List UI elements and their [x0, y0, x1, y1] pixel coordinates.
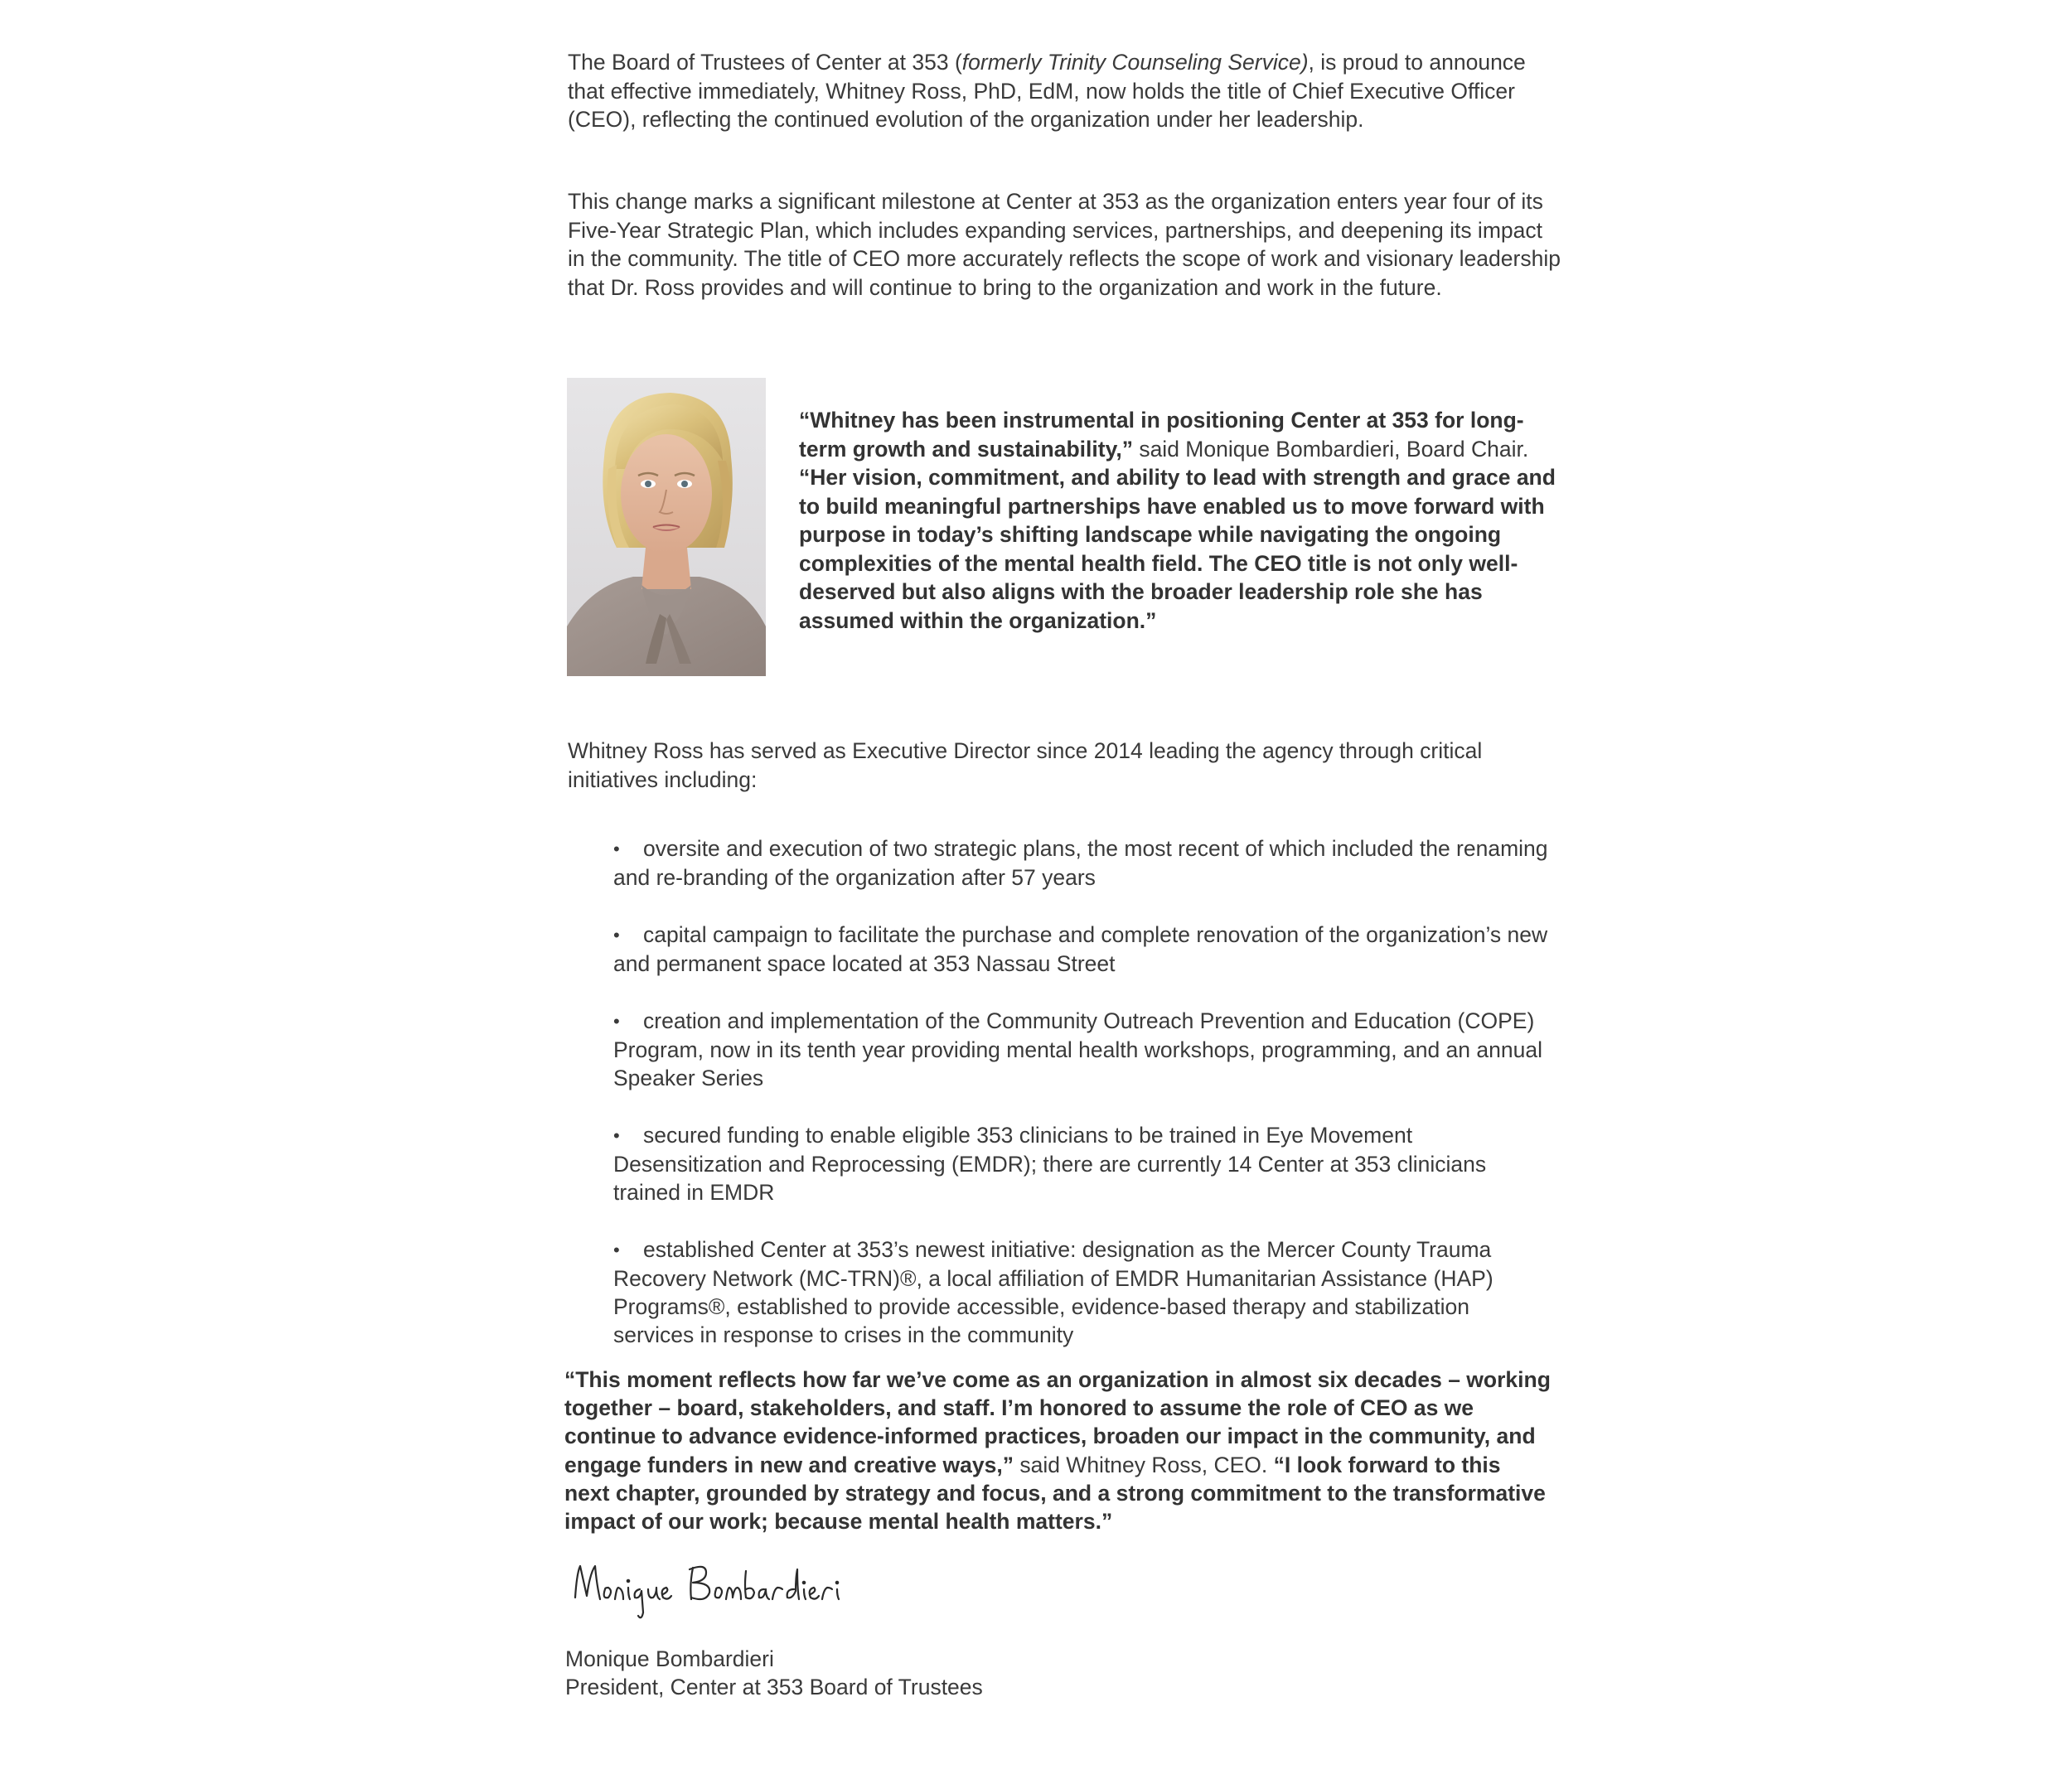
bullet-icon: • [613, 1011, 620, 1032]
signer-title: President, Center at 353 Board of Trustees [565, 1675, 983, 1699]
milestone-paragraph: This change marks a significant milestone at Center at 353 as the organization enters year four of its Five-Year Strategic Plan, which includes expanding services, partnerships, and deepening its impact in the community. The title of CEO more accurately reflects the scope of work and visionary leadership that Dr. Ross provides and will continue to bring to the organization and work in the future. [568, 189, 1561, 300]
list-item-text: secured funding to enable eligible 353 clinicians to be trained in Eye Movement Desensitization and Reprocessing (EMDR); there are currently 14 Center at 353 clinicians trained in EMDR [613, 1123, 1487, 1205]
board-chair-quote [799, 406, 1570, 635]
signer-name: Monique Bombardieri [565, 1646, 774, 1671]
board-quote-part2: “Her vision, commitment, and ability to lead with strength and grace and to build meaningful partnerships have enabled us to move forward with purpose in today’s shifting landscape while navigating the ongoing complexities of the mental health field. The CEO title is not only well-deserved but also aligns with the broader leadership role she has assumed within the organization.” [799, 465, 1556, 633]
board-quote-part1: “Whitney has been instrumental in positioning Center at 353 for long-term growth and sustainability,” [799, 408, 1524, 462]
list-item [613, 921, 1550, 978]
history-intro: Whitney Ross has served as Executive Director since 2014 leading the agency through critical initiatives including: [568, 738, 1483, 792]
intro-text-start: The Board of Trustees of Center at 353 ( [568, 50, 962, 75]
ceo-quote-part2: “I look forward to this next chapter, grounded by strategy and focus, and a strong commitment to the transformative impact of our work; because mental health matters.” [564, 1452, 1546, 1535]
bullet-icon: • [613, 1125, 620, 1146]
list-item-text: creation and implementation of the Community Outreach Prevention and Education (COPE) Program, now in its tenth year providing mental health workshops, programming, and an annual Speaker Series [613, 1008, 1542, 1090]
ceo-quote-attribution: said Whitney Ross, CEO. [1013, 1452, 1274, 1477]
ceo-quote [564, 1366, 1551, 1535]
board-quote-attribution: said Monique Bombardieri, Board Chair. [1132, 436, 1529, 462]
initiatives-list [613, 834, 1550, 1378]
bullet-icon: • [613, 1240, 620, 1260]
list-item-text: oversite and execution of two strategic plans, the most recent of which included the renaming and re-branding of the organization after 57 years [613, 836, 1548, 890]
list-item-text: established Center at 353’s newest initiative: designation as the Mercer County Trauma Recovery Network (MC-TRN)®, a local affiliation of EMDR Humanitarian Assistance (HAP) Programs®, established to provide accessible, evidence-based therapy and stabilization services in response to crises in the community [613, 1237, 1493, 1347]
handwritten-signature [569, 1548, 850, 1622]
list-item [613, 1121, 1550, 1206]
list-item [613, 834, 1550, 892]
list-item [613, 1007, 1550, 1092]
list-item-text: capital campaign to facilitate the purchase and complete renovation of the organization’s new and permanent space located at 353 Nassau Street [613, 922, 1548, 976]
bullet-icon: • [613, 925, 620, 945]
former-name-italic: formerly Trinity Counseling Service) [961, 50, 1309, 75]
ceo-quote-part1: “This moment reflects how far we’ve come as an organization in almost six decades – working together – board, stakeholders, and staff. I’m honored to assume the role of CEO as we continue to advance evidence-informed practices, broaden our impact in the community, and engage funders in new and creative ways,” [564, 1367, 1551, 1477]
bullet-icon: • [613, 839, 620, 859]
list-item [613, 1235, 1550, 1349]
intro-paragraph [568, 48, 1562, 134]
intro-text-end: , is proud to announce that effective immediately, Whitney Ross, PhD, EdM, now holds the title of Chief Executive Officer (CEO), reflecting the continued evolution of the organization under her leadership. [568, 50, 1526, 132]
ceo-portrait-photo [567, 378, 766, 676]
